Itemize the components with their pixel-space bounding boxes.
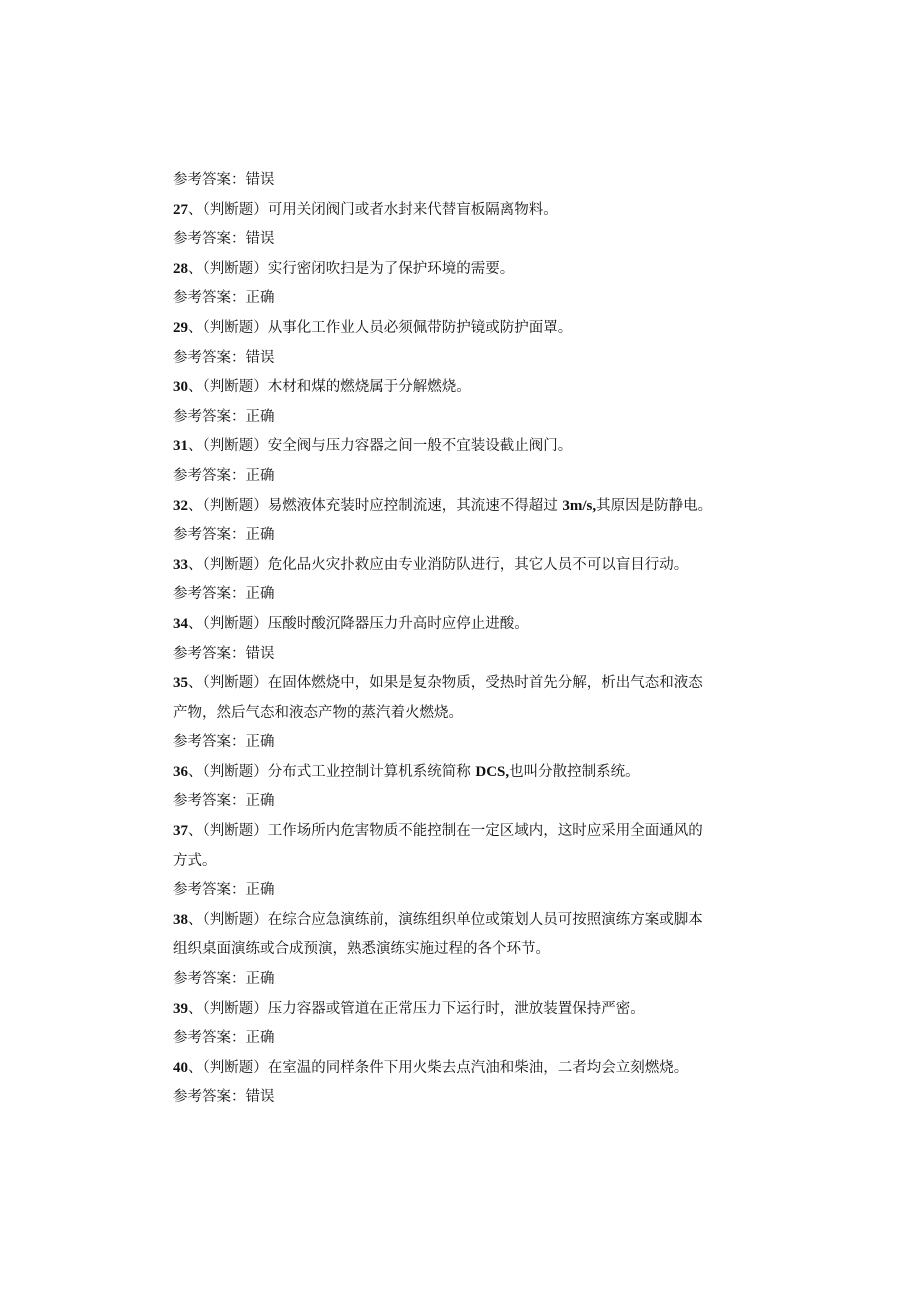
answer-value: 正确 xyxy=(245,527,275,544)
question-number: 28 xyxy=(173,260,188,277)
answer-value: 错误 xyxy=(245,172,275,188)
question-line xyxy=(173,817,753,847)
answer-value: 正确 xyxy=(245,1030,275,1047)
question-type: （判断题） xyxy=(202,675,268,692)
question-number: 38 xyxy=(173,911,188,928)
answer-label: 参考答案： xyxy=(173,793,246,810)
question-line xyxy=(173,432,753,462)
question-separator: 、 xyxy=(188,497,203,514)
answer-label: 参考答案： xyxy=(173,1089,246,1106)
answer-line xyxy=(173,166,753,196)
question-type: （判断题） xyxy=(202,1059,268,1076)
question-separator: 、 xyxy=(188,1000,203,1017)
question-type: （判断题） xyxy=(202,556,268,573)
question-line xyxy=(173,906,753,936)
question-number: 30 xyxy=(173,379,188,396)
question-number: 27 xyxy=(173,201,188,218)
question-text: 在室温的同样条件下用火柴去点汽油和柴油，二者均会立刻燃烧。 xyxy=(267,1059,689,1076)
answer-label: 参考答案： xyxy=(173,527,246,544)
question-line xyxy=(173,551,753,581)
question-text: 危化品火灾扑救应由专业消防队进行，其它人员不可以盲目行动。 xyxy=(267,556,689,573)
answer-line xyxy=(173,640,753,670)
question-separator: 、 xyxy=(188,615,203,632)
answer-line xyxy=(173,284,753,314)
question-type: （判断题） xyxy=(202,823,268,840)
question-text: 组织桌面演练或合成预演，熟悉演练实施过程的各个环节。 xyxy=(173,941,550,958)
question-line xyxy=(173,373,753,403)
question-type: （判断题） xyxy=(202,763,268,780)
question-text: 也叫分散控制系统。 xyxy=(509,763,640,780)
question-line xyxy=(173,995,753,1025)
question-line xyxy=(173,758,753,788)
question-continuation xyxy=(173,935,753,965)
answer-line xyxy=(173,965,753,995)
answer-value: 错误 xyxy=(245,349,275,366)
question-number: 37 xyxy=(173,823,188,840)
question-type: （判断题） xyxy=(202,260,268,277)
question-separator: 、 xyxy=(188,379,203,396)
answer-label: 参考答案： xyxy=(173,290,246,307)
answer-line xyxy=(173,521,753,551)
answer-label: 参考答案： xyxy=(173,586,246,603)
question-type: （判断题） xyxy=(202,201,268,218)
answer-label: 参考答案： xyxy=(173,1030,246,1047)
question-text: 木材和煤的燃烧属于分解燃烧。 xyxy=(267,379,471,396)
answer-line xyxy=(173,403,753,433)
question-text: 方式。 xyxy=(173,852,217,869)
question-text: 其原因是防静电。 xyxy=(596,497,713,514)
question-line xyxy=(173,314,753,344)
answer-label: 参考答案： xyxy=(173,467,246,484)
question-text: 实行密闭吹扫是为了保护环境的需要。 xyxy=(267,260,515,277)
question-text: 分布式工业控制计算机系统简称 xyxy=(267,763,476,780)
answer-value: 正确 xyxy=(245,467,275,484)
answer-line xyxy=(173,1083,753,1113)
question-text-bold: DCS, xyxy=(475,763,510,780)
question-separator: 、 xyxy=(188,823,203,840)
question-separator: 、 xyxy=(188,438,203,455)
question-type: （判断题） xyxy=(202,911,268,928)
question-text: 产物，然后气态和液态产物的蒸汽着火燃烧。 xyxy=(173,704,463,721)
answer-line xyxy=(173,225,753,255)
answer-label: 参考答案： xyxy=(173,882,246,899)
answer-line xyxy=(173,1024,753,1054)
answer-label: 参考答案： xyxy=(173,172,246,188)
question-number: 34 xyxy=(173,615,188,632)
answer-label: 参考答案： xyxy=(173,971,246,988)
question-text: 在固体燃烧中，如果是复杂物质，受热时首先分解，析出气态和液态 xyxy=(267,675,703,692)
question-type: （判断题） xyxy=(202,615,268,632)
answer-label: 参考答案： xyxy=(173,408,246,425)
question-separator: 、 xyxy=(188,260,203,277)
answer-line xyxy=(173,462,753,492)
answer-value: 错误 xyxy=(245,231,275,248)
question-line xyxy=(173,492,753,522)
answer-value: 正确 xyxy=(245,882,275,899)
answer-line xyxy=(173,728,753,758)
question-text: 压酸时酸沉降器压力升高时应停止进酸。 xyxy=(267,615,529,632)
question-line xyxy=(173,610,753,640)
answer-line xyxy=(173,876,753,906)
question-separator: 、 xyxy=(188,763,203,780)
question-text: 工作场所内危害物质不能控制在一定区域内，这时应采用全面通风的 xyxy=(267,823,703,840)
question-number: 31 xyxy=(173,438,188,455)
question-number: 35 xyxy=(173,675,188,692)
question-type: （判断题） xyxy=(202,379,268,396)
question-continuation xyxy=(173,699,753,729)
question-text: 压力容器或管道在正常压力下运行时，泄放装置保持严密。 xyxy=(267,1000,645,1017)
answer-line xyxy=(173,580,753,610)
question-text: 可用关闭阀门或者水封来代替盲板隔离物料。 xyxy=(267,201,558,218)
question-line xyxy=(173,196,753,226)
question-separator: 、 xyxy=(188,556,203,573)
question-separator: 、 xyxy=(188,1059,203,1076)
answer-line xyxy=(173,787,753,817)
answer-line xyxy=(173,344,753,374)
question-number: 36 xyxy=(173,763,188,780)
question-text: 在综合应急演练前，演练组织单位或策划人员可按照演练方案或脚本 xyxy=(267,911,703,928)
answer-value: 正确 xyxy=(245,971,275,988)
answer-label: 参考答案： xyxy=(173,349,246,366)
answer-value: 正确 xyxy=(245,408,275,425)
question-text: 易燃液体充装时应控制流速，其流速不得超过 xyxy=(267,497,563,514)
answer-value: 错误 xyxy=(245,1089,275,1106)
question-separator: 、 xyxy=(188,319,203,336)
question-type: （判断题） xyxy=(202,497,268,514)
answer-value: 正确 xyxy=(245,586,275,603)
answer-label: 参考答案： xyxy=(173,231,246,248)
answer-value: 错误 xyxy=(245,645,275,662)
question-number: 39 xyxy=(173,1000,188,1017)
question-separator: 、 xyxy=(188,911,203,928)
answer-value: 正确 xyxy=(245,290,275,307)
answer-value: 正确 xyxy=(245,793,275,810)
question-continuation xyxy=(173,847,753,877)
question-type: （判断题） xyxy=(202,319,268,336)
question-number: 32 xyxy=(173,497,188,514)
question-number: 40 xyxy=(173,1059,188,1076)
question-text-bold: 3m/s, xyxy=(562,497,597,514)
question-type: （判断题） xyxy=(202,438,268,455)
document-page xyxy=(173,166,753,1113)
question-type: （判断题） xyxy=(202,1000,268,1017)
question-number: 29 xyxy=(173,319,188,336)
question-text: 从事化工作业人员必须佩带防护镜或防护面罩。 xyxy=(267,319,573,336)
question-separator: 、 xyxy=(188,201,203,218)
answer-label: 参考答案： xyxy=(173,645,246,662)
question-number: 33 xyxy=(173,556,188,573)
question-text: 安全阀与压力容器之间一般不宜装设截止阀门。 xyxy=(267,438,573,455)
question-separator: 、 xyxy=(188,675,203,692)
question-line xyxy=(173,669,753,699)
answer-value: 正确 xyxy=(245,734,275,751)
question-line xyxy=(173,255,753,285)
answer-label: 参考答案： xyxy=(173,734,246,751)
question-line xyxy=(173,1054,753,1084)
